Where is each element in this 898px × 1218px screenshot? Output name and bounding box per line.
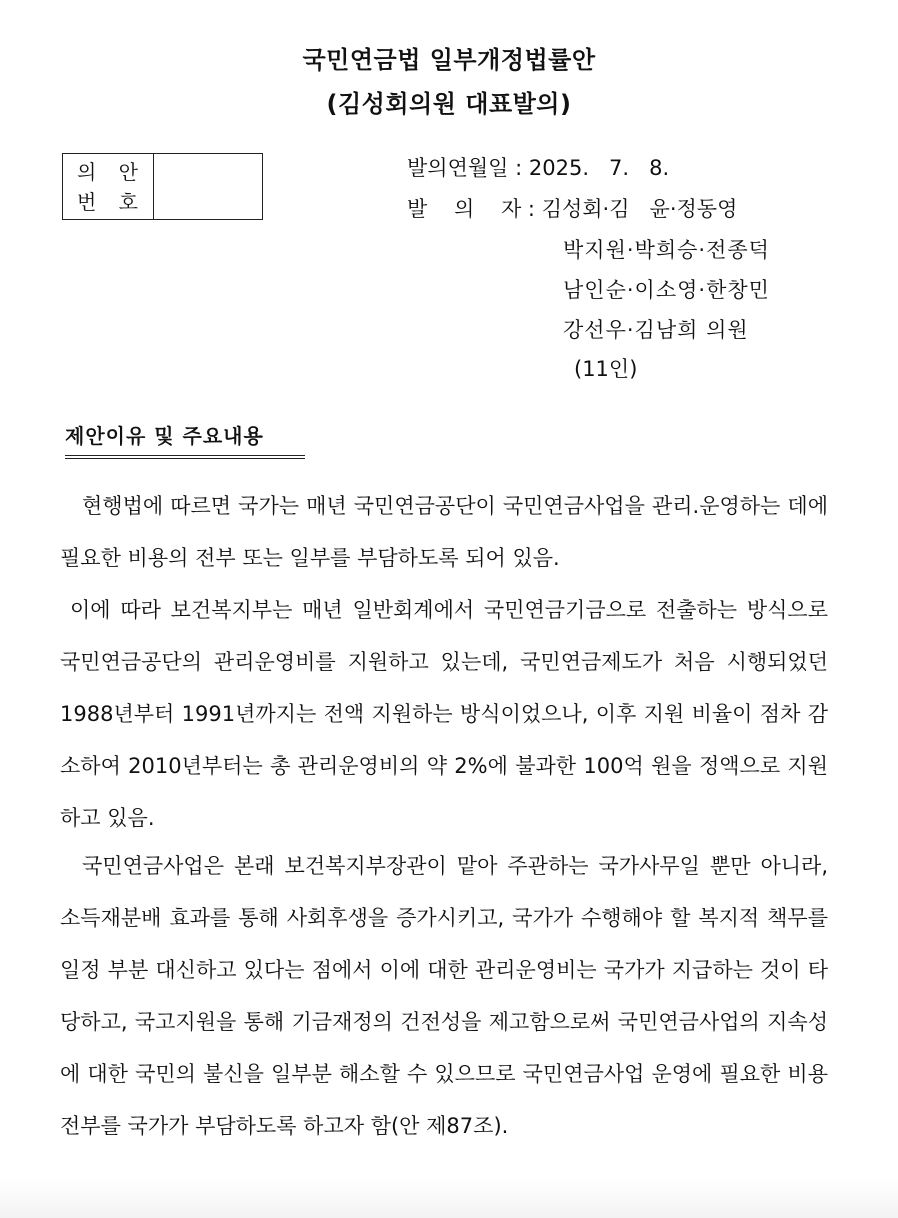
bill-number-label-line2: 번 호 [77,189,146,214]
paragraph: 현행법에 따르면 국가는 매년 국민연금공단이 국민연금사업을 관리.운영하는 데에 필요한 비용의 전부 또는 일부를 부담하도록 되어 있음. [60,494,828,570]
proposer-row [407,193,737,223]
document-subtitle: (김성회의원 대표발의) [326,90,572,118]
proposer-count: (11인) [574,357,638,381]
bill-number-box [62,153,263,220]
proposal-date: 2025. 7. 8. [528,156,670,180]
proposer-line: 박지원·박희승·전종덕 [563,238,770,262]
proposal-date-row [407,152,669,182]
paragraph: 이에 따라 보건복지부는 매년 일반회계에서 국민연금기금으로 전출하는 방식으로 국민연금공단의 관리운영비를 지원하고 있는데, 국민연금제도가 처음 시행되었던 1988년부터 1991년까지는 전액 지원하는 방식이었으나, 이후 지원 비율이 점차 감소하여 2010년부터는 총 관리운영비의 약 2%에 불과한 100억 원을 정액으로 지원하고 있음. [60,598,828,830]
proposer-line: 김성회·김 윤·정동영 [541,197,738,221]
bill-number-label [63,154,154,219]
document-title: 국민연금법 일부개정법률안 [302,46,596,74]
bill-number-label-line1: 의 안 [77,159,146,184]
page-bottom-shade [0,1178,898,1218]
proposer-line: 강선우·김남희 의원 [563,318,749,342]
section-heading: 제안이유 및 주요내용 [65,420,305,459]
proposer-line: 남인순·이소영·한창민 [563,278,770,302]
proposal-date-label: 발의연월일 : [407,156,523,180]
bill-number-value [154,154,262,219]
paragraph: 국민연금사업은 본래 보건복지부장관이 맡아 주관하는 국가사무일 뿐만 아니라, 소득재분배 효과를 통해 사회후생을 증가시키고, 국가가 수행해야 할 복지적 책무를 일정 부분 대신하고 있다는 점에서 이에 대한 관리운영비는 국가가 지급하는 것이 타당하고, 국고지원을 통해 기금재정의 건전성을 제고함으로써 국민연금사업의 지속성에 대한 국민의 불신을 일부분 해소할 수 있으므로 국민연금사업 운영에 필요한 비용 전부를 국가가 부담하도록 하고자 함(안 제87조). [60,854,828,1138]
proposer-label: 발 의 자 : [407,197,536,221]
